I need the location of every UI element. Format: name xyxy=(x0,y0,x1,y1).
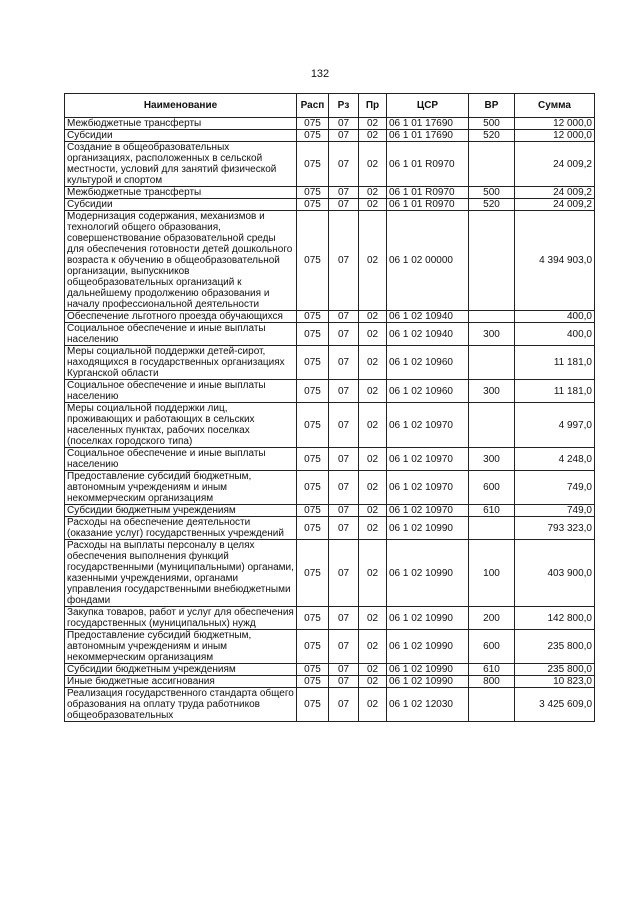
table-row xyxy=(65,664,595,676)
cell-csr: 06 1 02 10990 xyxy=(387,540,469,607)
cell-vr: 610 xyxy=(469,505,515,517)
cell-pr: 02 xyxy=(359,505,387,517)
cell-vr: 300 xyxy=(469,448,515,471)
cell-pr: 02 xyxy=(359,517,387,540)
cell-name: Социальное обеспечение и иные выплаты населению xyxy=(65,448,297,471)
cell-rz: 07 xyxy=(329,676,359,688)
cell-rasp: 075 xyxy=(297,323,329,346)
cell-pr: 02 xyxy=(359,211,387,311)
cell-vr xyxy=(469,346,515,380)
cell-pr: 02 xyxy=(359,471,387,505)
table-row xyxy=(65,118,595,130)
cell-name: Субсидии бюджетным учреждениям xyxy=(65,505,297,517)
cell-name: Межбюджетные трансферты xyxy=(65,118,297,130)
cell-vr xyxy=(469,517,515,540)
cell-vr: 200 xyxy=(469,607,515,630)
cell-sum: 24 009,2 xyxy=(515,199,595,211)
cell-vr xyxy=(469,311,515,323)
cell-csr: 06 1 02 10970 xyxy=(387,403,469,448)
header-rz: Рз xyxy=(329,94,359,118)
header-rasp: Расп xyxy=(297,94,329,118)
cell-vr: 520 xyxy=(469,130,515,142)
cell-sum: 749,0 xyxy=(515,471,595,505)
cell-sum: 793 323,0 xyxy=(515,517,595,540)
cell-rasp: 075 xyxy=(297,118,329,130)
cell-rz: 07 xyxy=(329,471,359,505)
cell-name: Предоставление субсидий бюджетным, автономным учреждениям и иным некоммерческим организациям xyxy=(65,471,297,505)
cell-csr: 06 1 02 10970 xyxy=(387,505,469,517)
cell-vr xyxy=(469,403,515,448)
page-number: 132 xyxy=(310,68,330,80)
cell-rasp: 075 xyxy=(297,664,329,676)
cell-csr: 06 1 01 R0970 xyxy=(387,187,469,199)
table-row xyxy=(65,676,595,688)
cell-rz: 07 xyxy=(329,311,359,323)
cell-name: Предоставление субсидий бюджетным, автономным учреждениям и иным некоммерческим организациям xyxy=(65,630,297,664)
cell-csr: 06 1 02 10940 xyxy=(387,311,469,323)
cell-rasp: 075 xyxy=(297,199,329,211)
cell-csr: 06 1 02 10990 xyxy=(387,517,469,540)
cell-name: Меры социальной поддержки детей-сирот, находящихся в государственных организациях Курганской области xyxy=(65,346,297,380)
header-vr: ВР xyxy=(469,94,515,118)
cell-rz: 07 xyxy=(329,380,359,403)
cell-sum: 142 800,0 xyxy=(515,607,595,630)
cell-rz: 07 xyxy=(329,211,359,311)
cell-sum: 11 181,0 xyxy=(515,346,595,380)
cell-name: Закупка товаров, работ и услуг для обеспечения государственных (муниципальных) нужд xyxy=(65,607,297,630)
cell-sum: 11 181,0 xyxy=(515,380,595,403)
cell-csr: 06 1 02 10990 xyxy=(387,664,469,676)
cell-vr: 500 xyxy=(469,118,515,130)
cell-vr: 610 xyxy=(469,664,515,676)
cell-sum: 403 900,0 xyxy=(515,540,595,607)
table-row xyxy=(65,187,595,199)
cell-rasp: 075 xyxy=(297,517,329,540)
cell-rasp: 075 xyxy=(297,346,329,380)
cell-vr: 600 xyxy=(469,630,515,664)
cell-name: Субсидии xyxy=(65,199,297,211)
cell-rasp: 075 xyxy=(297,676,329,688)
cell-pr: 02 xyxy=(359,187,387,199)
cell-rz: 07 xyxy=(329,540,359,607)
cell-name: Субсидии xyxy=(65,130,297,142)
cell-csr: 06 1 01 17690 xyxy=(387,130,469,142)
cell-pr: 02 xyxy=(359,676,387,688)
cell-csr: 06 1 02 10990 xyxy=(387,607,469,630)
cell-name: Социальное обеспечение и иные выплаты населению xyxy=(65,380,297,403)
table-row xyxy=(65,540,595,607)
cell-pr: 02 xyxy=(359,403,387,448)
cell-vr: 600 xyxy=(469,471,515,505)
cell-rasp: 075 xyxy=(297,505,329,517)
table-row xyxy=(65,688,595,722)
cell-rasp: 075 xyxy=(297,211,329,311)
header-name: Наименование xyxy=(65,94,297,118)
cell-rz: 07 xyxy=(329,403,359,448)
cell-rz: 07 xyxy=(329,664,359,676)
cell-vr: 100 xyxy=(469,540,515,607)
cell-sum: 12 000,0 xyxy=(515,118,595,130)
cell-vr xyxy=(469,688,515,722)
cell-rasp: 075 xyxy=(297,403,329,448)
cell-rz: 07 xyxy=(329,505,359,517)
cell-sum: 400,0 xyxy=(515,323,595,346)
cell-pr: 02 xyxy=(359,130,387,142)
cell-rz: 07 xyxy=(329,187,359,199)
cell-name: Межбюджетные трансферты xyxy=(65,187,297,199)
cell-name: Расходы на выплаты персоналу в целях обеспечения выполнения функций государственными (муниципальными) органами, казенными учреждениями, органами управления государственными внебюджетными фондами xyxy=(65,540,297,607)
cell-rasp: 075 xyxy=(297,187,329,199)
cell-csr: 06 1 02 10990 xyxy=(387,676,469,688)
cell-rz: 07 xyxy=(329,142,359,187)
cell-rz: 07 xyxy=(329,517,359,540)
cell-pr: 02 xyxy=(359,311,387,323)
cell-rz: 07 xyxy=(329,346,359,380)
cell-sum: 4 997,0 xyxy=(515,403,595,448)
cell-name: Меры социальной поддержки лиц, проживающих и работающих в сельских населенных пунктах, рабочих поселках (поселках городского типа) xyxy=(65,403,297,448)
cell-name: Субсидии бюджетным учреждениям xyxy=(65,664,297,676)
cell-rz: 07 xyxy=(329,607,359,630)
cell-pr: 02 xyxy=(359,142,387,187)
cell-name: Иные бюджетные ассигнования xyxy=(65,676,297,688)
table-row xyxy=(65,448,595,471)
cell-pr: 02 xyxy=(359,380,387,403)
cell-vr xyxy=(469,142,515,187)
cell-vr: 300 xyxy=(469,323,515,346)
cell-name: Обеспечение льготного проезда обучающихся xyxy=(65,311,297,323)
cell-csr: 06 1 02 10940 xyxy=(387,323,469,346)
cell-sum: 4 248,0 xyxy=(515,448,595,471)
cell-sum: 4 394 903,0 xyxy=(515,211,595,311)
cell-pr: 02 xyxy=(359,118,387,130)
cell-pr: 02 xyxy=(359,448,387,471)
cell-rz: 07 xyxy=(329,448,359,471)
table-row xyxy=(65,471,595,505)
table-row xyxy=(65,311,595,323)
table-row xyxy=(65,142,595,187)
cell-sum: 24 009,2 xyxy=(515,142,595,187)
cell-csr: 06 1 01 R0970 xyxy=(387,142,469,187)
table-row xyxy=(65,403,595,448)
cell-rasp: 075 xyxy=(297,471,329,505)
cell-rz: 07 xyxy=(329,118,359,130)
header-pr: Пр xyxy=(359,94,387,118)
table-row xyxy=(65,505,595,517)
cell-vr: 300 xyxy=(469,380,515,403)
cell-sum: 24 009,2 xyxy=(515,187,595,199)
cell-csr: 06 1 01 R0970 xyxy=(387,199,469,211)
cell-rz: 07 xyxy=(329,630,359,664)
cell-pr: 02 xyxy=(359,630,387,664)
cell-pr: 02 xyxy=(359,688,387,722)
cell-csr: 06 1 02 10960 xyxy=(387,346,469,380)
cell-pr: 02 xyxy=(359,199,387,211)
cell-sum: 400,0 xyxy=(515,311,595,323)
cell-sum: 10 823,0 xyxy=(515,676,595,688)
cell-vr xyxy=(469,211,515,311)
table-row xyxy=(65,346,595,380)
cell-csr: 06 1 02 10970 xyxy=(387,471,469,505)
table-row xyxy=(65,380,595,403)
cell-csr: 06 1 02 12030 xyxy=(387,688,469,722)
cell-rasp: 075 xyxy=(297,380,329,403)
cell-rz: 07 xyxy=(329,688,359,722)
cell-rasp: 075 xyxy=(297,448,329,471)
cell-name: Реализация государственного стандарта общего образования на оплату труда работников общеобразовательных xyxy=(65,688,297,722)
table-row xyxy=(65,323,595,346)
cell-vr: 520 xyxy=(469,199,515,211)
cell-sum: 12 000,0 xyxy=(515,130,595,142)
cell-rz: 07 xyxy=(329,130,359,142)
cell-sum: 235 800,0 xyxy=(515,630,595,664)
cell-csr: 06 1 02 10990 xyxy=(387,630,469,664)
cell-csr: 06 1 02 10970 xyxy=(387,448,469,471)
cell-sum: 235 800,0 xyxy=(515,664,595,676)
cell-rasp: 075 xyxy=(297,630,329,664)
table-row xyxy=(65,211,595,311)
table-row xyxy=(65,630,595,664)
cell-pr: 02 xyxy=(359,540,387,607)
cell-pr: 02 xyxy=(359,323,387,346)
header-csr: ЦСР xyxy=(387,94,469,118)
table-row xyxy=(65,517,595,540)
cell-name: Социальное обеспечение и иные выплаты населению xyxy=(65,323,297,346)
cell-rz: 07 xyxy=(329,323,359,346)
cell-pr: 02 xyxy=(359,346,387,380)
table-row xyxy=(65,130,595,142)
cell-sum: 749,0 xyxy=(515,505,595,517)
cell-rz: 07 xyxy=(329,199,359,211)
cell-name: Расходы на обеспечение деятельности (оказание услуг) государственных учреждений xyxy=(65,517,297,540)
cell-pr: 02 xyxy=(359,607,387,630)
cell-csr: 06 1 02 10960 xyxy=(387,380,469,403)
cell-vr: 800 xyxy=(469,676,515,688)
header-sum: Сумма xyxy=(515,94,595,118)
budget-table xyxy=(64,93,595,722)
table-row xyxy=(65,607,595,630)
cell-pr: 02 xyxy=(359,664,387,676)
table-row xyxy=(65,199,595,211)
cell-csr: 06 1 02 00000 xyxy=(387,211,469,311)
cell-vr: 500 xyxy=(469,187,515,199)
cell-name: Модернизация содержания, механизмов и технологий общего образования, совершенствование образовательной среды для обеспечения готовности детей дошкольного возраста к обучению в общеобразовательной организации, выпускников общеобразовательных организаций к дальнейшему продолжению образования и началу профессиональной деятельности xyxy=(65,211,297,311)
cell-rasp: 075 xyxy=(297,142,329,187)
cell-rasp: 075 xyxy=(297,607,329,630)
cell-rasp: 075 xyxy=(297,688,329,722)
cell-rasp: 075 xyxy=(297,311,329,323)
cell-rasp: 075 xyxy=(297,540,329,607)
table-header-row xyxy=(65,94,595,118)
cell-csr: 06 1 01 17690 xyxy=(387,118,469,130)
cell-rasp: 075 xyxy=(297,130,329,142)
cell-sum: 3 425 609,0 xyxy=(515,688,595,722)
cell-name: Создание в общеобразовательных организациях, расположенных в сельской местности, условий для занятий физической культурой и спортом xyxy=(65,142,297,187)
